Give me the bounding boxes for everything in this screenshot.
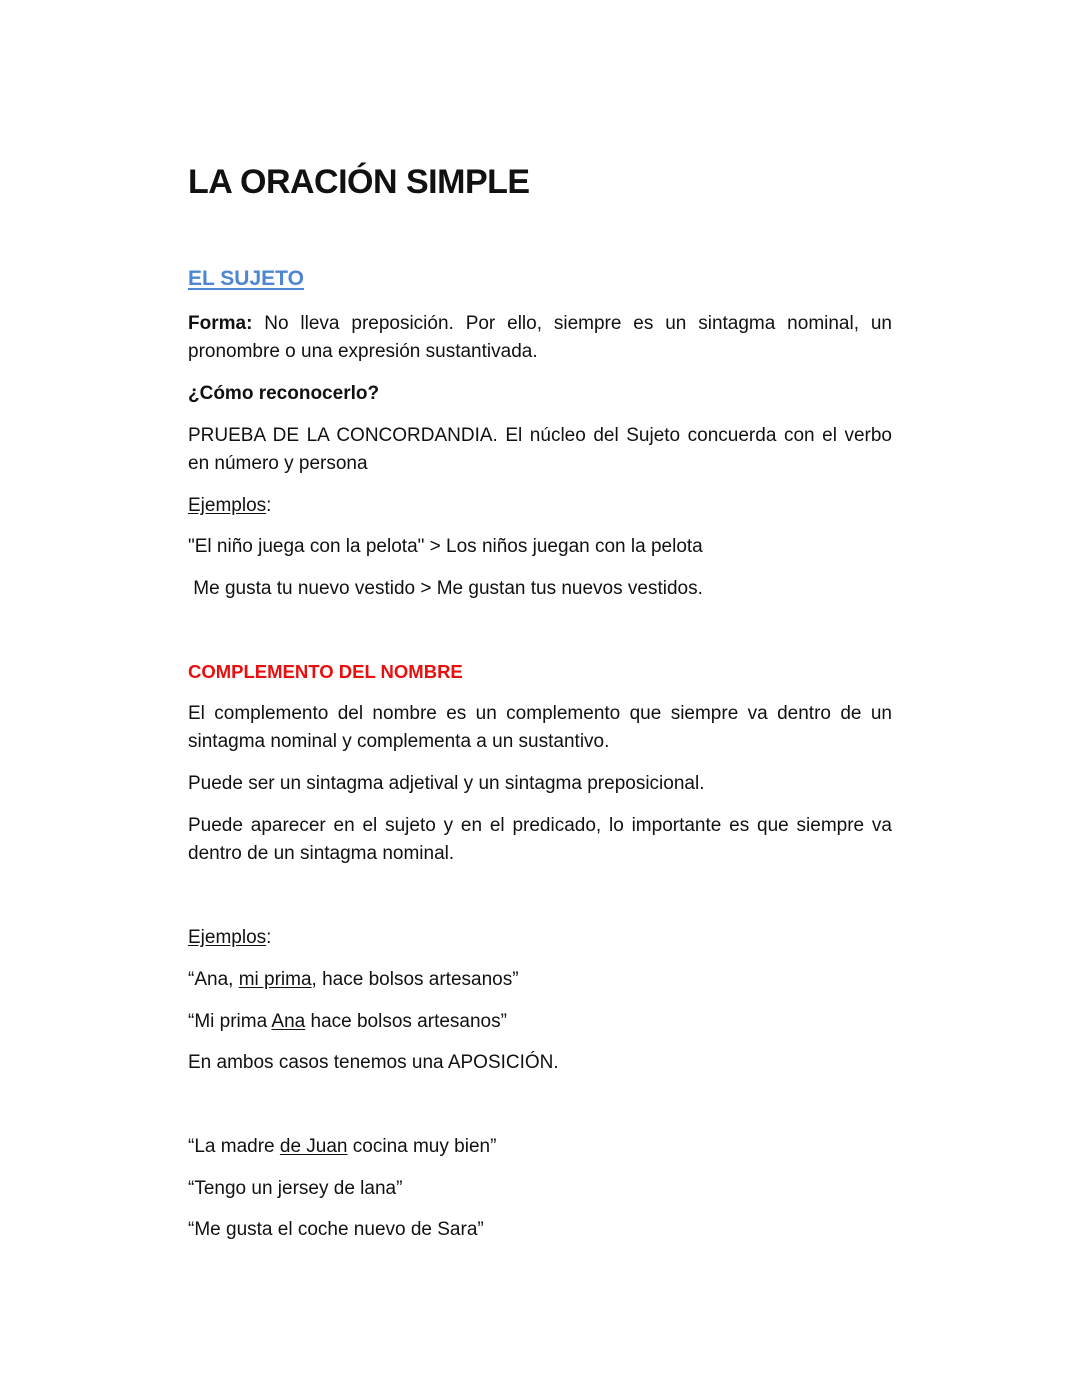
example-underlined: de Juan — [279, 1136, 348, 1157]
ejemplos-line-complemento — [188, 924, 271, 952]
example-text: cocina muy bien” — [347, 1136, 497, 1157]
complemento-example-4: “Tengo un jersey de lana” — [188, 1178, 403, 1199]
ejemplos-colon: : — [266, 495, 272, 516]
complemento-example-1 — [188, 966, 519, 994]
question-como-reconocerlo: ¿Cómo reconocerlo? — [188, 383, 380, 404]
forma-label: Forma: — [188, 313, 253, 334]
section-heading-complemento: COMPLEMENTO DEL NOMBRE — [188, 661, 463, 682]
example-underlined: Ana — [271, 1011, 306, 1032]
section-heading-sujeto: EL SUJETO — [188, 267, 304, 290]
aposicion-line: En ambos casos tenemos una APOSICIÓN. — [188, 1052, 559, 1073]
complemento-paragraph-3: Puede aparecer en el sujeto y en el predicado, lo importante es que siempre va dentro de un sintagma nominal. — [188, 815, 892, 864]
ejemplos-line-sujeto — [188, 492, 271, 520]
example-underlined: mi prima — [238, 969, 312, 990]
complemento-example-2 — [188, 1008, 507, 1036]
complemento-paragraph-2: Puede ser un sintagma adjetival y un sintagma preposicional. — [188, 773, 705, 794]
forma-paragraph — [188, 310, 892, 366]
ejemplos-label: Ejemplos — [188, 927, 267, 948]
sujeto-example-1: "El niño juega con la pelota" > Los niños juegan con la pelota — [188, 536, 703, 557]
example-text: “Ana, — [188, 969, 239, 990]
example-text: “La madre — [188, 1136, 280, 1157]
example-text: hace bolsos artesanos” — [305, 1011, 507, 1032]
example-text: , hace bolsos artesanos” — [311, 969, 519, 990]
complemento-example-5: “Me gusta el coche nuevo de Sara” — [188, 1219, 484, 1240]
complemento-example-3 — [188, 1133, 496, 1161]
forma-text: No lleva preposición. Por ello, siempre es un sintagma nominal, un pronombre o una expresión sustantivada. — [188, 313, 892, 362]
ejemplos-label: Ejemplos — [188, 495, 267, 516]
ejemplos-colon: : — [266, 927, 272, 948]
sujeto-example-2: Me gusta tu nuevo vestido > Me gustan tus nuevos vestidos. — [188, 578, 703, 599]
complemento-paragraph-1: El complemento del nombre es un complemento que siempre va dentro de un sintagma nominal y complementa a un sustantivo. — [188, 703, 892, 752]
prueba-paragraph: PRUEBA DE LA CONCORDANDIA. El núcleo del Sujeto concuerda con el verbo en número y persona — [188, 425, 892, 474]
page-title: LA ORACIÓN SIMPLE — [188, 163, 530, 201]
example-text: “Mi prima — [188, 1011, 272, 1032]
